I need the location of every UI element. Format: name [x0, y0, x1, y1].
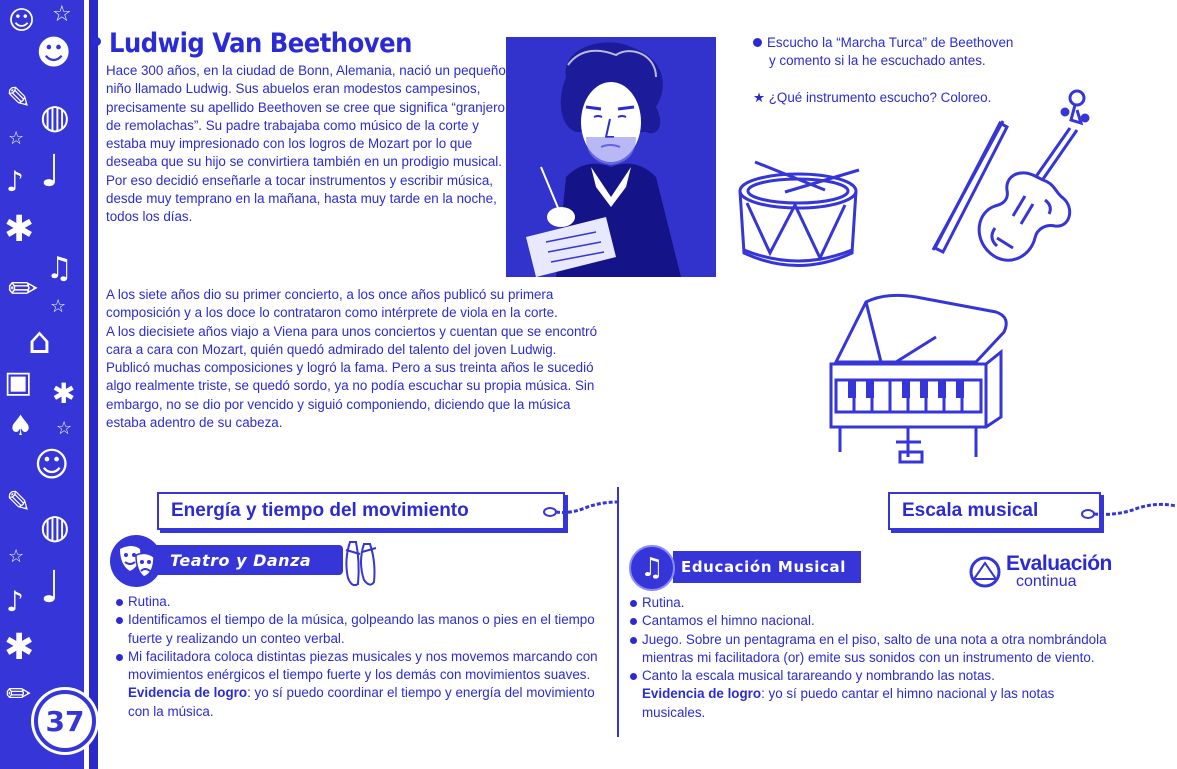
biography-text-bottom: [106, 286, 606, 432]
evidence-item: [116, 684, 606, 721]
list-item: Rutina.: [116, 593, 606, 611]
strip-edge: [89, 0, 98, 769]
biography-paragraph: Hace 300 años, en la ciudad de Bonn, Alemania, nació un pequeño niño llamado Ludwig. Sus abuelos eran modestos campesinos, precisamente su apellido Beethoven se cree que significa “granjero de remolachas”. Su padre trabajaba como músico de la corte y estaba muy impresionado con los logros de Mozart por lo que deseaba que su hijo se convirtiera también en un prodigio musical.: [106, 63, 506, 170]
evaluation-subtitle: continua: [1016, 572, 1077, 590]
evidence-item: [630, 685, 1110, 722]
biography-paragraph: Por eso decidió enseñarle a tocar instrumentos y escribir música, desde muy temprano en la mañana, hasta muy tarde en la noche, todos los días.: [106, 172, 497, 225]
banner-text: Teatro y Danza: [170, 550, 312, 570]
music-note-icon: ♫: [46, 251, 73, 286]
evaluation-title: Evaluación: [1006, 552, 1112, 575]
list-item: Canto la escala musical tarareando y nombrando las notas.: [630, 667, 1110, 685]
rope-decoration: [540, 496, 620, 526]
camera-icon: ⌂: [28, 321, 51, 362]
list-item: Cantamos el himno nacional.: [630, 612, 1110, 630]
evidence-label: Evidencia de logro: [642, 686, 762, 702]
list-item: Rutina.: [630, 594, 1110, 612]
pencil-icon: ✏: [8, 269, 39, 310]
column-divider: [617, 487, 619, 737]
evidence-text: : yo sí puedo coordinar el tiempo y energía del movimiento con la música.: [128, 685, 595, 719]
star-icon: ☆: [50, 296, 67, 317]
bullet-dot: [753, 38, 762, 47]
page-number: 37: [34, 690, 96, 752]
biography-paragraph: A los siete años dio su primer concierto, a los once años publicó su primera composición y a los doce lo contrataron como intérprete de viola en la corte.: [106, 287, 558, 321]
theater-masks-badge: [110, 535, 162, 587]
list-item: Juego. Sobre un pentagrama en el piso, salto de una nota a otra nombrándola mientras mi facilitadora (or) emite sus sonidos con un instrumento de viento.: [630, 631, 1110, 668]
evidence-label: Evidencia de logro: [128, 685, 248, 701]
title-bullet: [92, 37, 101, 46]
evaluation-cycle-icon: [968, 555, 1002, 589]
teatro-danza-banner: [156, 545, 343, 575]
brush-icon: ✎: [6, 485, 32, 520]
biography-text-top: [106, 62, 506, 227]
list-item: Identificamos el tiempo de la música, golpeando las manos o pies en el tiempo fuerte y realizando un conteo verbal.: [116, 611, 606, 648]
music-note-badge: [629, 545, 675, 591]
educacion-musical-banner: [673, 551, 861, 583]
title-text: Ludwig Van Beethoven: [109, 28, 412, 59]
section-header-scale: [888, 492, 1101, 530]
question-text: ¿Qué instrumento escucho? Coloreo.: [768, 90, 992, 105]
teatro-activity-list: [116, 593, 606, 721]
decorative-side-strip: [0, 0, 98, 769]
star-icon: ☆: [52, 2, 72, 27]
banner-text: Educación Musical: [681, 558, 846, 576]
music-note-icon: ♪: [6, 165, 24, 198]
violin-icon: ♩: [40, 146, 61, 197]
beethoven-portrait: [506, 37, 716, 277]
ballet-shoes-icon: [340, 540, 382, 590]
drum-icon[interactable]: [735, 158, 865, 273]
paint-splash-icon: ✱: [52, 377, 76, 410]
portrait-illustration: [506, 37, 716, 277]
section-header-text: Energía y tiempo del movimiento: [171, 500, 469, 521]
biography-paragraph: A los diecisiete años viajo a Viena para unos conciertos y cuentan que se encontró cara a cara con Mozart, quién quedó admirado del talento del joven Ludwig.: [106, 323, 598, 357]
palette-icon: ◍: [40, 507, 70, 547]
evaluacion-continua-logo: [968, 554, 1112, 589]
evidence-text: : yo sí puedo cantar el himno nacional y las notas musicales.: [642, 686, 1055, 720]
theater-mask-icon: ☺: [8, 6, 36, 36]
theater-mask-icon: ☻: [36, 33, 72, 73]
page-title: [92, 28, 412, 59]
ballet-shoes-icon: ♠: [8, 409, 34, 442]
list-item: Mi facilitadora coloca distintas piezas musicales y nos movemos marcando con movimientos enérgicos el tiempo fuerte y los demás con movimientos suaves.: [116, 648, 606, 685]
rope-decoration: [1078, 498, 1177, 528]
palette-icon: ◍: [40, 97, 70, 137]
pencil-icon: ✏: [6, 677, 32, 712]
music-note-icon: ♫: [640, 553, 664, 583]
star-icon: ☆: [8, 546, 25, 567]
grand-piano-icon[interactable]: [826, 292, 1026, 472]
paint-splash-icon: ✱: [4, 209, 35, 250]
biography-paragraph: Publicó muchas composiciones y logró la fama. Pero a sus treinta años le sucedió algo realmente triste, se quedó sordo, ya no podía escuchar su propia música. Sin embargo, no se dio por vencido y siguió componiendo, diciendo que la música estaba adentro de su cabeza.: [106, 360, 595, 431]
section-header-text: Escala musical: [902, 500, 1039, 521]
brush-icon: ✎: [6, 81, 32, 116]
music-note-icon: ♪: [6, 585, 24, 618]
star-icon: ☆: [56, 418, 73, 439]
paint-splash-icon: ✱: [4, 627, 35, 668]
activity-line: y comento si la he escuchado antes.: [769, 53, 986, 69]
section-header-energy: [157, 492, 565, 530]
activity-line: Escucho la “Marcha Turca” de Beethoven: [767, 35, 1014, 50]
theater-mask-icon: ☺: [34, 445, 70, 485]
violin-icon[interactable]: [925, 88, 1100, 288]
star-icon: ☆: [8, 128, 25, 149]
musica-activity-list: [630, 594, 1110, 722]
listening-activity: [753, 34, 1013, 71]
star-bullet-icon: ★: [753, 91, 766, 106]
video-camera-icon: ▣: [4, 365, 33, 400]
violin-icon: ♩: [40, 562, 61, 613]
theater-masks-icon: [110, 535, 162, 587]
